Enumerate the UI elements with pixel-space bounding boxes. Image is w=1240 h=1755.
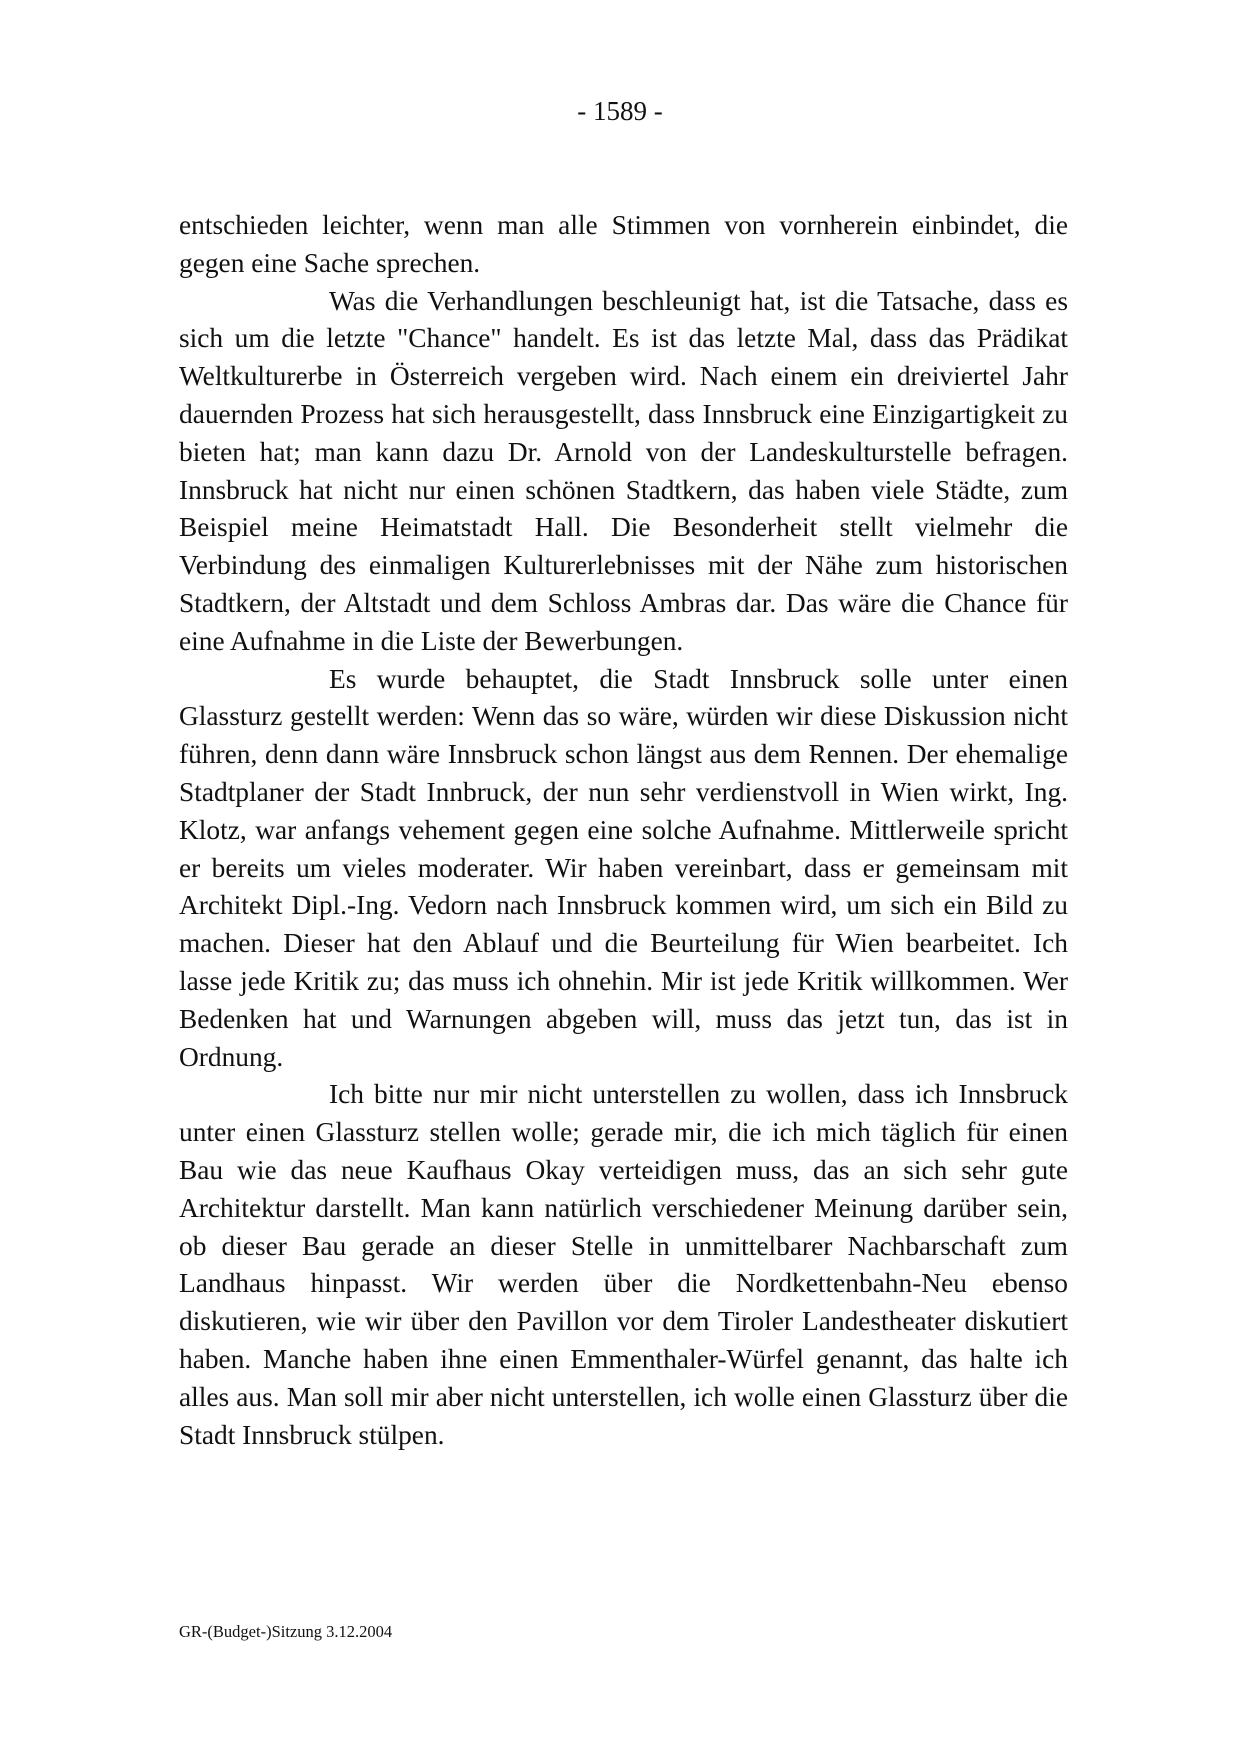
paragraph: Es wurde behauptet, die Stadt Innsbruck solle unter einen Glassturz gestellt werden: Wenn das so wäre, würden wir diese Diskussion nicht führen, denn dann wäre Innsbruck schon längst aus dem Rennen. Der ehemalige Stadtplaner der Stadt Innbruck, der nun sehr verdienstvoll in Wien wirkt, Ing. Klotz, war anfangs vehement gegen eine solche Aufnahme. Mittlerweile spricht er bereits um vieles moderater. Wir haben vereinbart, dass er gemeinsam mit Architekt Dipl.-Ing. Vedorn nach Innsbruck kommen wird, um sich ein Bild zu machen. Dieser hat den Ablauf und die Beurteilung für Wien bearbeitet. Ich lasse jede Kritik zu; das muss ich ohnehin. Mir ist jede Kritik willkommen. Wer Bedenken hat und Warnungen abgeben will, muss das jetzt tun, das ist in Ordnung. bbox=[179, 663, 1068, 1072]
body-text bbox=[179, 207, 1068, 1454]
paragraph-continuation: entschieden leichter, wenn man alle Stimmen von vornherein einbindet, die gegen eine Sache sprechen. bbox=[179, 210, 1068, 278]
page-number: - 1589 - bbox=[577, 96, 663, 126]
paragraph: Was die Verhandlungen beschleunigt hat, ist die Tatsache, dass es sich um die letzte "Chance" handelt. Es ist das letzte Mal, dass das Prädikat Weltkulturerbe in Österreich vergeben wird. Nach einem ein dreiviertel Jahr dauernden Prozess hat sich herausgestellt, dass Innsbruck eine Einzigartigkeit zu bieten hat; man kann dazu Dr. Arnold von der Landeskulturstelle befragen. Innsbruck hat nicht nur einen schönen Stadtkern, das haben viele Städte, zum Beispiel meine Heimatstadt Hall. Die Besonderheit stellt vielmehr die Verbindung des einmaligen Kulturerlebnisses mit der Nähe zum historischen Stadtkern, der Altstadt und dem Schloss Ambras dar. Das wäre die Chance für eine Aufnahme in die Liste der Bewerbungen. bbox=[179, 285, 1068, 656]
paragraph: Ich bitte nur mir nicht unterstellen zu wollen, dass ich Innsbruck unter einen Glassturz stellen wolle; gerade mir, die ich mich täglich für einen Bau wie das neue Kaufhaus Okay verteidigen muss, das an sich sehr gute Architektur darstellt. Man kann natürlich verschiedener Meinung darüber sein, ob dieser Bau gerade an dieser Stelle in unmittelbarer Nachbarschaft zum Landhaus hinpasst. Wir werden über die Nordkettenbahn-Neu ebenso diskutieren, wie wir über den Pavillon vor dem Tiroler Landestheater diskutiert haben. Manche haben ihne einen Emmenthaler-Würfel genannt, das halte ich alles aus. Man soll mir aber nicht unterstellen, ich wolle einen Glassturz über die Stadt Innsbruck stülpen. bbox=[179, 1079, 1068, 1450]
footer-session-label: GR-(Budget-)Sitzung 3.12.2004 bbox=[179, 1622, 393, 1641]
